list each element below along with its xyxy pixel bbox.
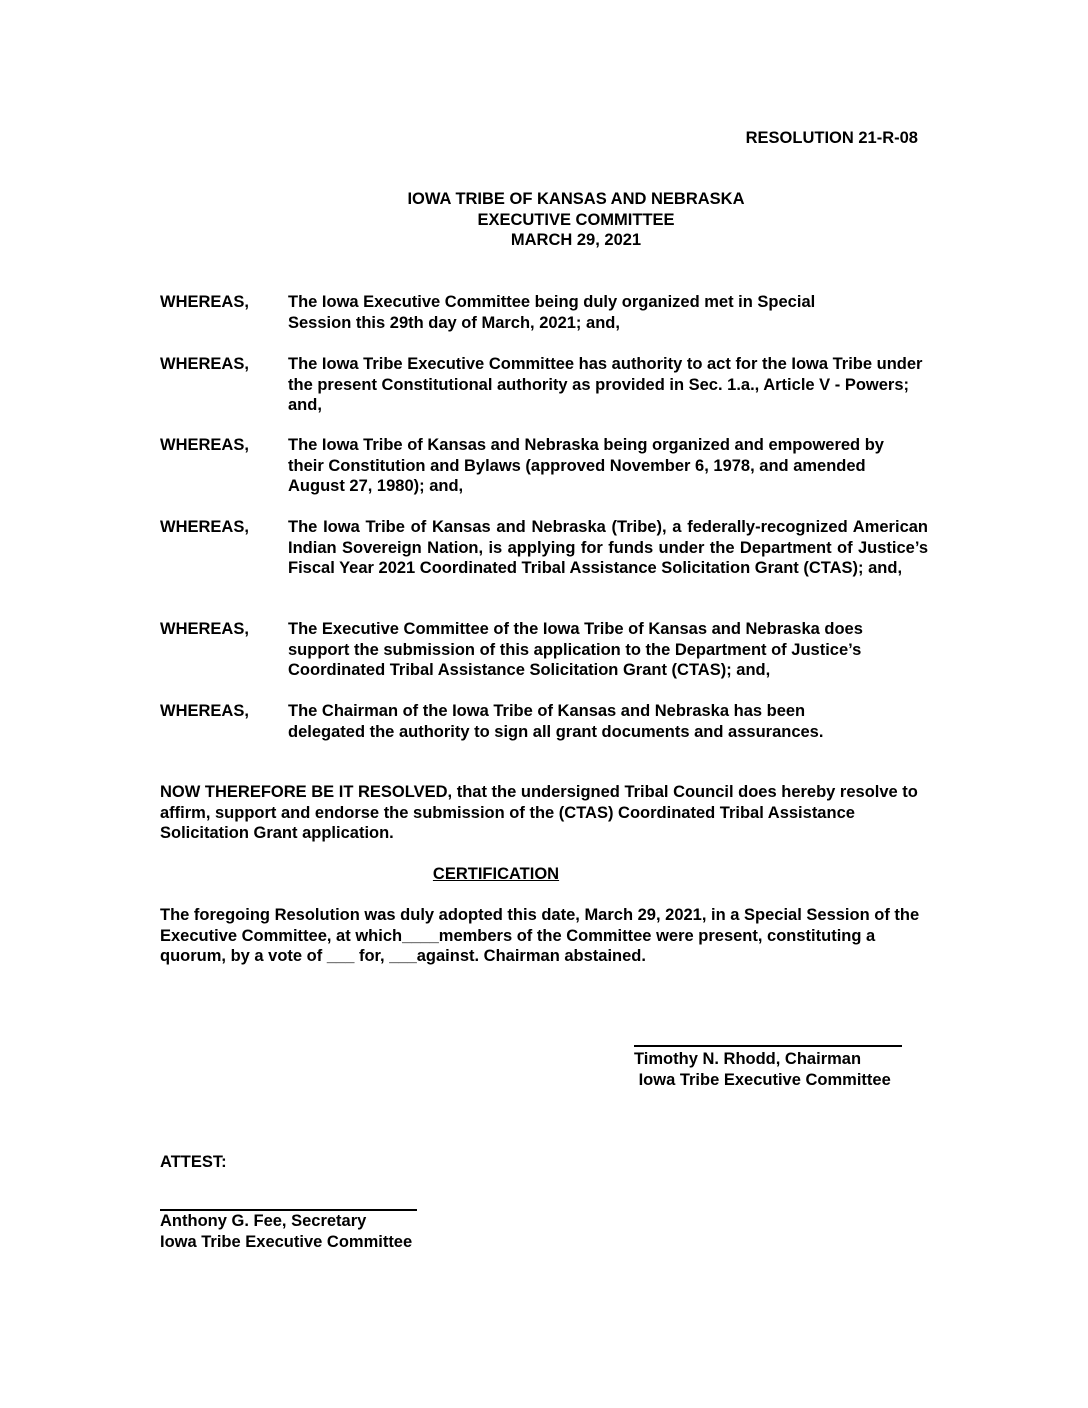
whereas-text: The Iowa Tribe of Kansas and Nebraska (Tribe), a federally-recognized American Indian Sovereign Nation, is applying for funds under the Department of Justice’s Fiscal Year 2021 Coordinated Tribal Assistance Solicitation Grant (CTAS); and, (288, 518, 928, 577)
header-tribe-name: IOWA TRIBE OF KANSAS AND NEBRASKA (407, 190, 745, 208)
whereas-label: WHEREAS, (160, 702, 249, 720)
header-committee: EXECUTIVE COMMITTEE (477, 210, 675, 229)
chairman-signature-line (634, 1045, 902, 1047)
whereas-clause-4 (160, 517, 928, 579)
secretary-signature-block (160, 1211, 412, 1252)
resolution-number: RESOLUTION 21-R-08 (745, 129, 918, 147)
whereas-text: The Iowa Tribe Executive Committee has authority to act for the Iowa Tribe under the present Constitutional authority as provided in Sec. 1.a., Article V - Powers; and, (288, 355, 923, 414)
chairman-title: Iowa Tribe Executive Committee (634, 1070, 891, 1089)
whereas-clause-2 (160, 354, 928, 416)
whereas-label: WHEREAS, (160, 620, 249, 638)
whereas-label: WHEREAS, (160, 355, 249, 373)
whereas-label: WHEREAS, (160, 436, 249, 454)
attest-label: ATTEST: (160, 1153, 227, 1171)
chairman-name: Timothy N. Rhodd, Chairman (634, 1050, 862, 1068)
certification-title: CERTIFICATION (432, 865, 560, 883)
whereas-text: The Executive Committee of the Iowa Tribe of Kansas and Nebraska does support the submission of this application to the Department of Justice’s Coordinated Tribal Assistance Solicitation Grant (CTAS); and, (288, 620, 863, 679)
header-date: MARCH 29, 2021 (510, 231, 642, 249)
whereas-clause-6 (160, 701, 928, 742)
whereas-text: The Iowa Executive Committee being duly organized met in Special Session this 29th day of March, 2021; and, (288, 293, 816, 332)
chairman-signature-block (634, 1049, 891, 1090)
secretary-title: Iowa Tribe Executive Committee (160, 1232, 413, 1251)
whereas-text: The Chairman of the Iowa Tribe of Kansas and Nebraska has been delegated the authority to sign all grant documents and assurances. (288, 702, 824, 741)
document-header (160, 189, 992, 251)
whereas-label: WHEREAS, (160, 293, 249, 311)
whereas-text: The Iowa Tribe of Kansas and Nebraska being organized and empowered by their Constitution and Bylaws (approved November 6, 1978, and amended August 27, 1980); and, (288, 436, 884, 495)
secretary-name: Anthony G. Fee, Secretary (160, 1212, 367, 1230)
resolved-paragraph: NOW THEREFORE BE IT RESOLVED, that the undersigned Tribal Council does hereby resolve to affirm, support and endorse the submission of the (CTAS) Coordinated Tribal Assistance Solicitation Grant application. (160, 783, 918, 842)
whereas-clause-1 (160, 292, 928, 333)
certification-heading (160, 864, 832, 885)
whereas-clause-3 (160, 435, 928, 497)
whereas-label: WHEREAS, (160, 518, 249, 536)
certification-text: The foregoing Resolution was duly adopted this date, March 29, 2021, in a Special Session of the Executive Committee, at which____members of the Committee were present, constituting a quorum, by a vote of ___ for, ___against. Chairman abstained. (160, 906, 920, 965)
whereas-clause-5 (160, 619, 928, 681)
